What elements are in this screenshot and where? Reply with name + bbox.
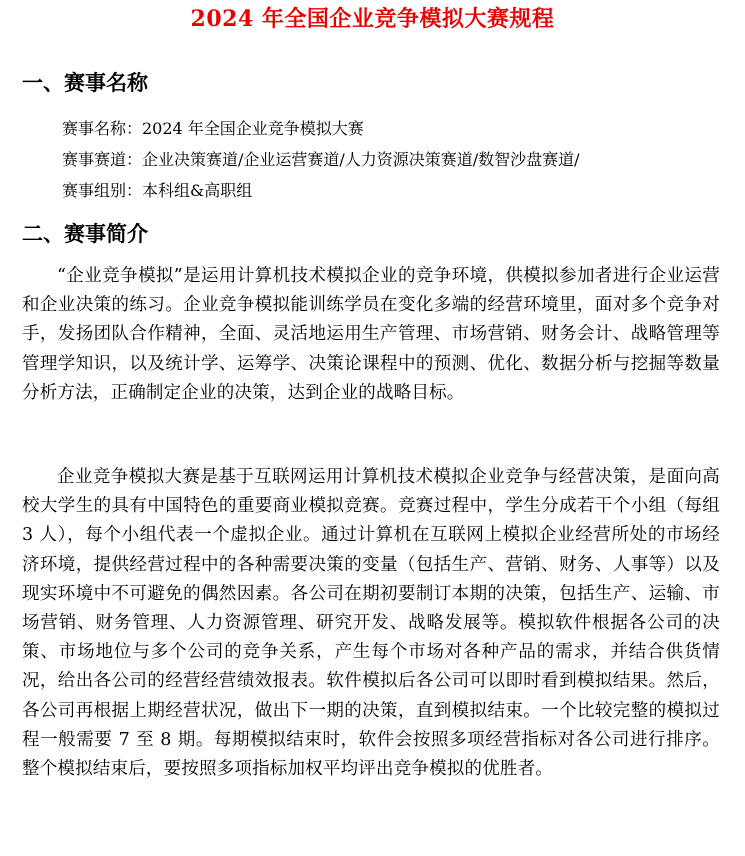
section-heading-event-name: 一、赛事名称 (22, 70, 148, 95)
section-heading-event-intro: 二、赛事简介 (22, 221, 148, 246)
info-line-event-groups: 赛事组别：本科组&高职组 (62, 181, 253, 200)
intro-paragraph-1: “企业竞争模拟”是运用计算机技术模拟企业的竞争环境，供模拟参加者进行企业运营和企业决策的练习。企业竞争模拟能训练学员在变化多端的经营环境里，面对多个竞争对手，发扬团队合作精神，全面、灵活地运用生产管理、市场营销、财务会计、战略管理等管理学知识，以及统计学、运筹学、决策论课程中的预测、优化、数据分析与挖掘等数量分析方法，正确制定企业的决策，达到企业的战略目标。 (22, 266, 720, 403)
intro-paragraph-2: 企业竞争模拟大赛是基于互联网运用计算机技术模拟企业竞争与经营决策，是面向高校大学生的具有中国特色的重要商业模拟竞赛。竞赛过程中，学生分成若干个小组（每组 3 人），每个小组代表一个虚拟企业。通过计算机在互联网上模拟企业经营所处的市场经济环境，提供经营过程中的各种需要决策的变量（包括生产、营销、财务、人事等）以及现实环境中不可避免的偶然因素。各公司在期初要制订本期的决策，包括生产、运输、市场营销、财务管理、人力资源管理、研究开发、战略发展等。模拟软件根据各公司的决策、市场地位与多个公司的竞争关系，产生每个市场对各种产品的需求，并结合供货情况，给出各公司的经营经营绩效报表。软件模拟后各公司可以即时看到模拟结果。然后，各公司再根据上期经营状况，做出下一期的决策，直到模拟结束。一个比较完整的模拟过程一般需要 7 至 8 期。每期模拟结束时，软件会按照多项经营指标对各公司进行排序。整个模拟结束后，要按照多项指标加权平均评出竞争模拟的优胜者。 (22, 467, 720, 780)
info-line-event-name: 赛事名称：2024 年全国企业竞争模拟大赛 (62, 119, 364, 138)
document-title: 2024 年全国企业竞争模拟大赛规程 (190, 6, 555, 32)
info-line-event-tracks: 赛事赛道：企业决策赛道/企业运营赛道/人力资源决策赛道/数智沙盘赛道/ (62, 150, 580, 169)
